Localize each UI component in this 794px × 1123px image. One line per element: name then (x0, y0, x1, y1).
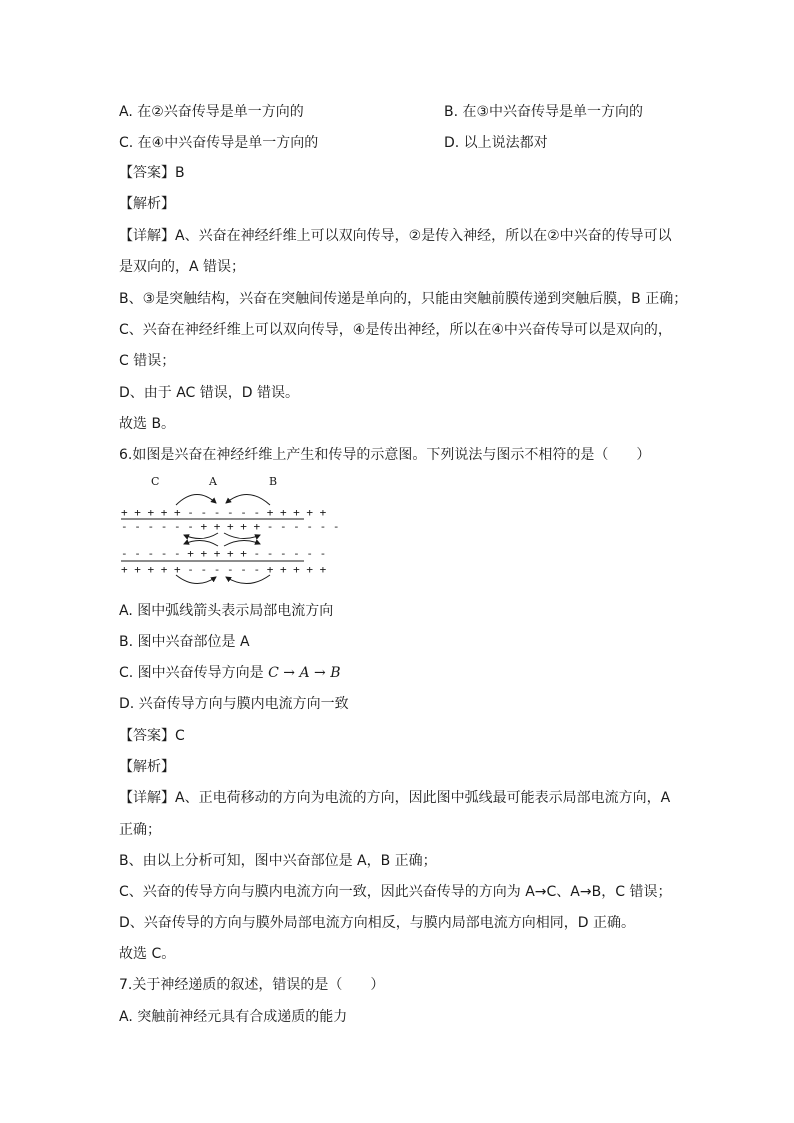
q6-option-b: B. 图中兴奋部位是 A (119, 634, 250, 650)
charge-row-outer-top: + + + + + - - - - - - + + + + + (121, 506, 327, 519)
q6-option-a: A. 图中弧线箭头表示局部电流方向 (119, 603, 334, 619)
q5-conclusion: 故选 B。 (119, 416, 176, 432)
q6-detail-line: C、兴奋的传导方向与膜内电流方向一致，因此兴奋传导的方向为 A→C、A→B，C 错误； (119, 884, 672, 900)
q7-stem: 7.关于神经递质的叙述，错误的是（ ） (119, 977, 385, 993)
current-arrow (224, 540, 260, 546)
label-c: C (151, 475, 160, 488)
current-arrow (176, 575, 216, 584)
current-arrow (226, 494, 270, 505)
q6-detail-line: 【详解】A、正电荷移动的方向为电流的方向，因此图中弧线最可能表示局部电流方向，A (119, 790, 671, 806)
current-arrow (176, 494, 216, 505)
q5-detail-line: 是双向的，A 错误； (119, 259, 246, 275)
q5-option-b: B. 在③中兴奋传导是单一方向的 (444, 104, 644, 120)
q6-detail-line: 正确； (119, 822, 161, 838)
q6-option-c-formula: C → A → B (268, 665, 341, 681)
q6-option-d: D. 兴奋传导方向与膜内电流方向一致 (119, 696, 349, 712)
q6-analysis-heading: 【解析】 (119, 759, 175, 775)
q6-stem: 6.如图是兴奋在神经纤维上产生和传导的示意图。下列说法与图示不相符的是（ ） (119, 447, 651, 463)
q5-option-c: C. 在④中兴奋传导是单一方向的 (119, 135, 319, 151)
charge-row-outer-bottom: + + + + + - - - - - - + + + + + (121, 563, 327, 576)
current-arrow (226, 575, 270, 584)
q6-detail-line: D、兴奋传导的方向与膜外局部电流方向相反，与膜内局部电流方向相同，D 正确。 (119, 915, 636, 931)
q5-detail-line: C 错误； (119, 353, 176, 369)
charge-row-inner-bottom: - - - - - + + + + + - - - - - - (121, 547, 327, 560)
charge-row-inner-top: - - - - - - + + + + + - - - - - - (121, 520, 340, 533)
q5-option-d: D. 以上说法都对 (444, 135, 548, 151)
q5-analysis-heading: 【解析】 (119, 196, 175, 212)
q5-option-a: A. 在②兴奋传导是单一方向的 (119, 104, 304, 120)
q5-answer: 【答案】B (119, 165, 185, 181)
q6-option-c-text: C. 图中兴奋传导方向是 (119, 665, 269, 681)
label-a: A (209, 475, 217, 488)
current-arrow (184, 540, 218, 546)
q5-detail-line: C、兴奋在神经纤维上可以双向传导，④是传出神经，所以在④中兴奋传导可以是双向的， (119, 322, 672, 338)
current-arrow (224, 533, 260, 539)
q6-option-c (119, 663, 341, 683)
nerve-fiber-diagram (118, 473, 340, 585)
q6-answer: 【答案】C (119, 728, 185, 744)
q5-detail-line: 【详解】A、兴奋在神经纤维上可以双向传导，②是传入神经，所以在②中兴奋的传导可以 (119, 228, 672, 244)
current-arrow (184, 533, 218, 539)
q5-detail-line: B、③是突触结构，兴奋在突触间传递是单向的，只能由突触前膜传递到突触后膜，B 正确； (119, 291, 688, 307)
q5-detail-line: D、由于 AC 错误，D 错误。 (119, 385, 300, 401)
label-b: B (269, 475, 278, 488)
q6-conclusion: 故选 C。 (119, 946, 176, 962)
q6-detail-line: B、由以上分析可知，图中兴奋部位是 A，B 正确； (119, 853, 437, 869)
q7-option-a: A. 突触前神经元具有合成递质的能力 (119, 1009, 348, 1025)
